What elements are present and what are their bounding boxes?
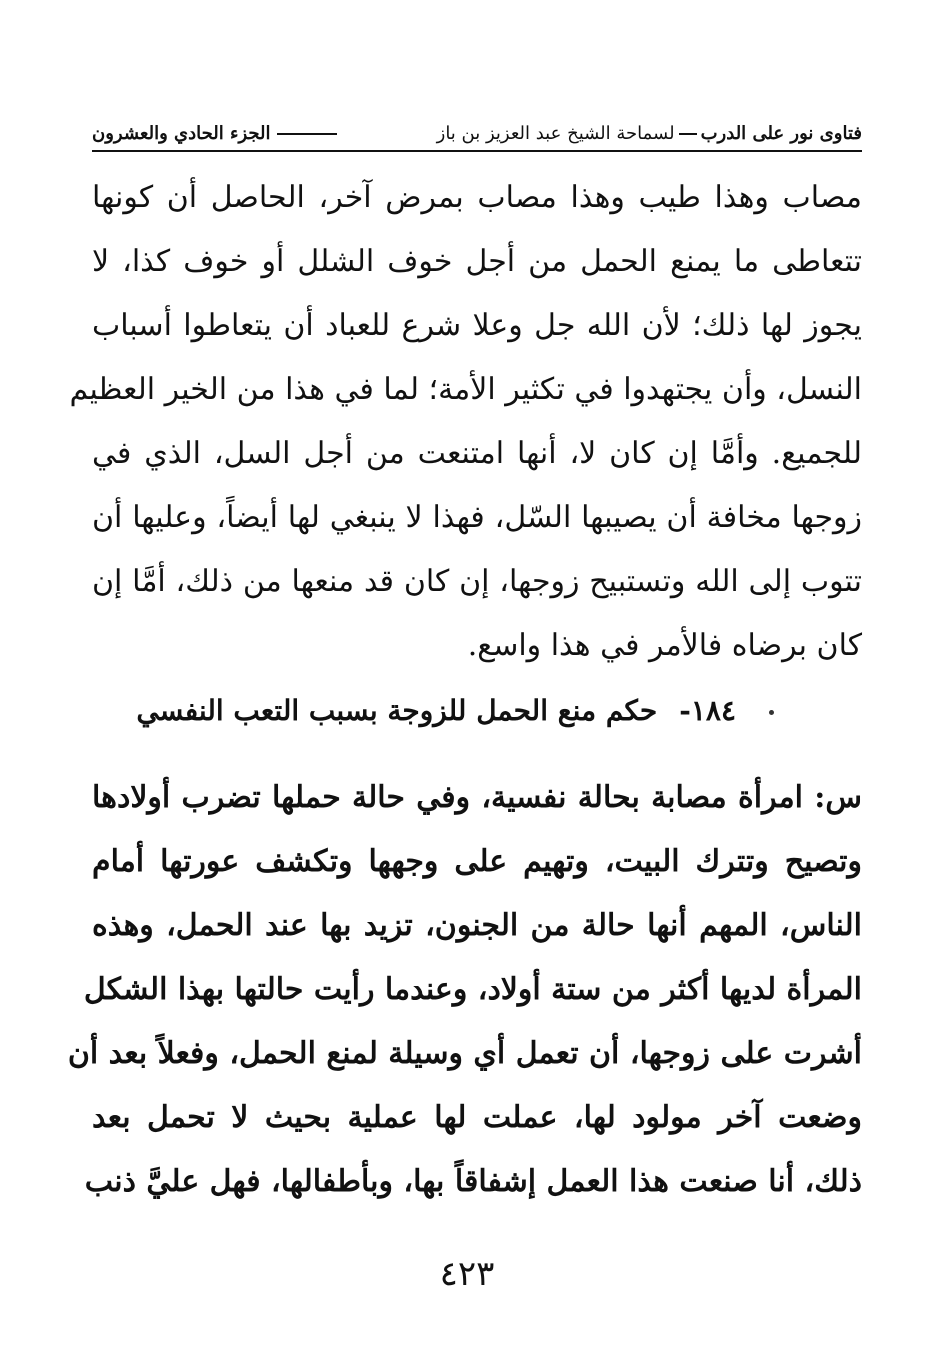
paragraph-line: النسل، وأن يجتهدوا في تكثير الأمة؛ لما في هذا من الخير العظيم	[69, 372, 862, 407]
paragraph-line: للجميع. وأمَّا إن كان لا، أنها امتنعت من أجل السل، الذي في	[92, 436, 862, 471]
paragraph-line: وضعت آخر مولود لها، عملت لها عملية بحيث لا تحمل بعد	[92, 1100, 862, 1135]
section-title: حكم منع الحمل للزوجة بسبب التعب النفسي	[136, 694, 658, 727]
paragraph-line: أشرت على زوجها، أن تعمل أي وسيلة لمنع الحمل، وفعلاً بعد أن	[67, 1036, 862, 1071]
paragraph-question	[67, 766, 862, 1214]
paragraph-line: كان برضاه فالأمر في هذا واسع.	[467, 628, 862, 663]
paragraph-line: ذلك، أنا صنعت هذا العمل إشفاقاً بها، وبأطفالها، فهل عليَّ ذنب	[84, 1164, 862, 1199]
header-rule-long	[277, 133, 337, 135]
paragraph-line: س: امرأة مصابة بحالة نفسية، وفي حالة حملها تضرب أولادها	[92, 780, 862, 815]
paragraph-line: زوجها مخافة أن يصيبها السّل، فهذا لا ينبغي لها أيضاً، وعليها أن	[92, 500, 862, 535]
section-heading	[136, 694, 736, 727]
paragraph-answer-continuation	[69, 166, 862, 678]
heading-dot	[769, 710, 774, 715]
running-header	[92, 116, 862, 152]
header-book-title: فتاوى نور على الدرب	[700, 122, 862, 144]
header-left-group	[437, 123, 862, 144]
paragraph-line: تتعاطى ما يمنع الحمل من أجل خوف الشلل أو خوف كذا، لا	[92, 244, 862, 279]
paragraph-line: تتوب إلى الله وتستبيح زوجها، إن كان قد منعها من ذلك، أمَّا إن	[92, 564, 862, 599]
paragraph-line: المرأة لديها أكثر من ستة أولاد، وعندما رأيت حالتها بهذا الشكل	[83, 972, 862, 1007]
header-right-group	[92, 123, 343, 144]
paragraph-line: يجوز لها ذلك؛ لأن الله جل وعلا شرع للعباد أن يتعاطوا أسباب	[92, 308, 862, 343]
header-author: لسماحة الشيخ عبد العزيز بن باز	[436, 122, 675, 144]
page-number: ٤٢٣	[439, 1254, 495, 1294]
header-rule-short	[679, 133, 697, 135]
header-volume: الجزء الحادي والعشرون	[92, 122, 271, 144]
paragraph-line: وتصيح وتترك البيت، وتهيم على وجهها وتكشف عورتها أمام	[92, 844, 862, 879]
paragraph-line: الناس، المهم أنها حالة من الجنون، تزيد بها عند الحمل، وهذه	[92, 908, 862, 943]
paragraph-line: مصاب وهذا طيب وهذا مصاب بمرض آخر، الحاصل أن كونها	[92, 180, 862, 215]
section-number: ١٨٤-	[679, 694, 736, 727]
